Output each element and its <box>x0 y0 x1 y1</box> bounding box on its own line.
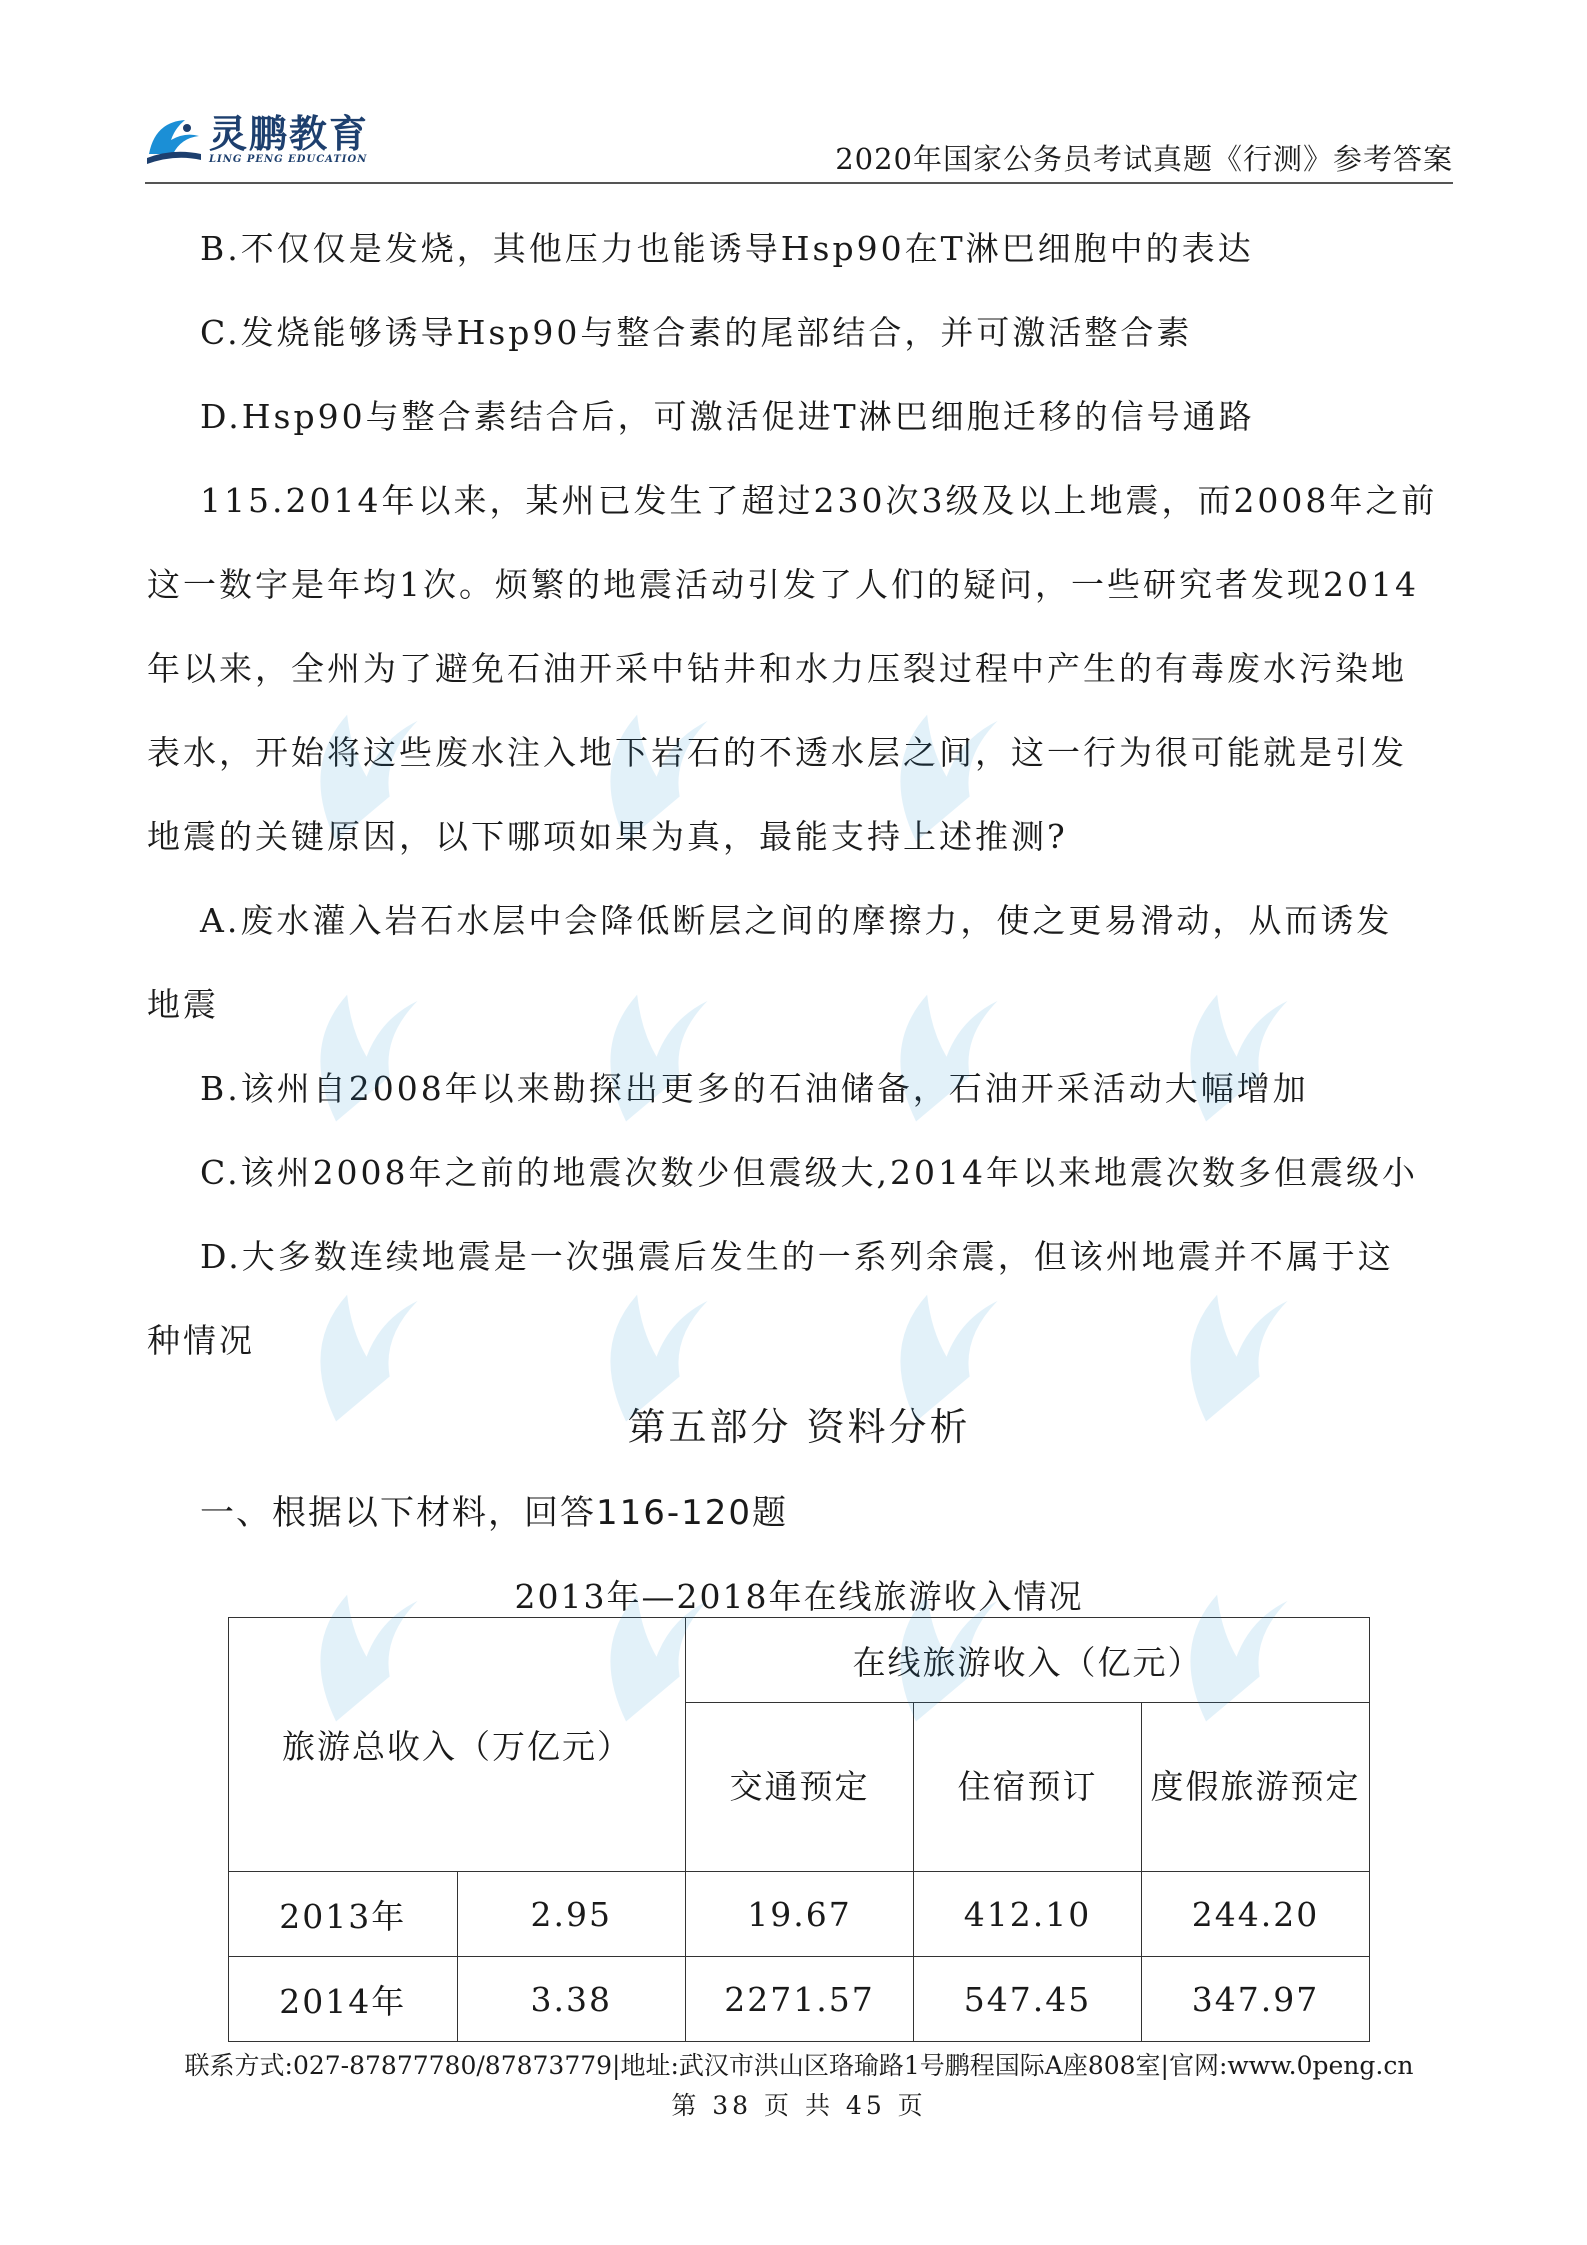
cell-transport: 19.67 <box>686 1872 914 1957</box>
table-title: 2013年—2018年在线旅游收入情况 <box>514 1577 1084 1616</box>
page-header <box>145 108 1453 184</box>
option-d-prev: D.Hsp90与整合素结合后，可激活促进T淋巴细胞迁移的信号通路 <box>200 397 1255 436</box>
logo-name: 灵鹏教育 <box>209 112 370 156</box>
question-115-option-a-line1: A.废水灌入岩石水层中会降低断层之间的摩擦力，使之更易滑动，从而诱发 <box>200 901 1393 940</box>
page-footer <box>145 2046 1453 2126</box>
cell-lodging: 412.10 <box>914 1872 1142 1957</box>
question-115-option-a-line2: 地震 <box>147 985 219 1024</box>
header-divider <box>145 182 1453 184</box>
subheader-lodging: 住宿预订 <box>914 1703 1142 1872</box>
cell-vacation: 347.97 <box>1142 1957 1370 2042</box>
cell-year: 2014年 <box>229 1957 458 2042</box>
question-115-stem-line2: 这一数字是年均1次。烦繁的地震活动引发了人们的疑问，一些研究者发现2014 <box>147 565 1419 604</box>
cell-year: 2013年 <box>229 1872 458 1957</box>
question-115-option-d-line2: 种情况 <box>147 1321 255 1360</box>
question-115-option-d-line1: D.大多数连续地震是一次强震后发生的一系列余震，但该州地震并不属于这 <box>200 1237 1394 1276</box>
footer-contact: 联系方式:027-87877780/87873779|地址:武汉市洪山区珞瑜路1号鹏程国际A座808室|官网:www.0peng.cn <box>184 2051 1414 2080</box>
table-row <box>229 1872 1370 1957</box>
cell-transport: 2271.57 <box>686 1957 914 2042</box>
cell-lodging: 547.45 <box>914 1957 1142 2042</box>
logo-subtitle: LING PENG EDUCATION <box>209 154 368 165</box>
page-number: 第 38 页 共 45 页 <box>671 2091 927 2120</box>
brand-logo <box>145 114 369 166</box>
table-header-row <box>229 1618 1370 1703</box>
cell-total: 3.38 <box>457 1957 686 2042</box>
logo-icon <box>145 114 203 166</box>
header-online-revenue: 在线旅游收入（亿元） <box>686 1618 1370 1703</box>
header-total-revenue: 旅游总收入（万亿元） <box>229 1618 686 1872</box>
question-115-stem-line1: 115.2014年以来，某州已发生了超过230次3级及以上地震，而2008年之前 <box>200 481 1438 520</box>
question-115-stem-line4: 表水，开始将这些废水注入地下岩石的不透水层之间，这一行为很可能就是引发 <box>147 733 1407 772</box>
cell-total: 2.95 <box>457 1872 686 1957</box>
subheader-transport: 交通预定 <box>686 1703 914 1872</box>
option-b-prev: B.不仅仅是发烧，其他压力也能诱导Hsp90在T淋巴细胞中的表达 <box>200 229 1254 268</box>
subheader-vacation: 度假旅游预定 <box>1142 1703 1370 1872</box>
question-115-option-c: C.该州2008年之前的地震次数少但震级大,2014年以来地震次数多但震级小 <box>200 1153 1419 1192</box>
question-115-stem-line3: 年以来，全州为了避免石油开采中钻井和水力压裂过程中产生的有毒废水污染地 <box>147 649 1407 688</box>
cell-vacation: 244.20 <box>1142 1872 1370 1957</box>
question-115-option-b: B.该州自2008年以来勘探出更多的石油储备，石油开采活动大幅增加 <box>200 1069 1309 1108</box>
document-title: 2020年国家公务员考试真题《行测》参考答案 <box>835 142 1453 176</box>
table-row <box>229 1957 1370 2042</box>
tourism-revenue-table <box>228 1617 1370 2042</box>
page-content <box>147 207 1451 1639</box>
option-c-prev: C.发烧能够诱导Hsp90与整合素的尾部结合，并可激活整合素 <box>200 313 1193 352</box>
section-title: 第五部分 资料分析 <box>627 1405 971 1449</box>
question-115-stem-line5: 地震的关键原因，以下哪项如果为真，最能支持上述推测? <box>147 817 1068 856</box>
question-group-title: 一、根据以下材料，回答116-120题 <box>200 1493 789 1533</box>
